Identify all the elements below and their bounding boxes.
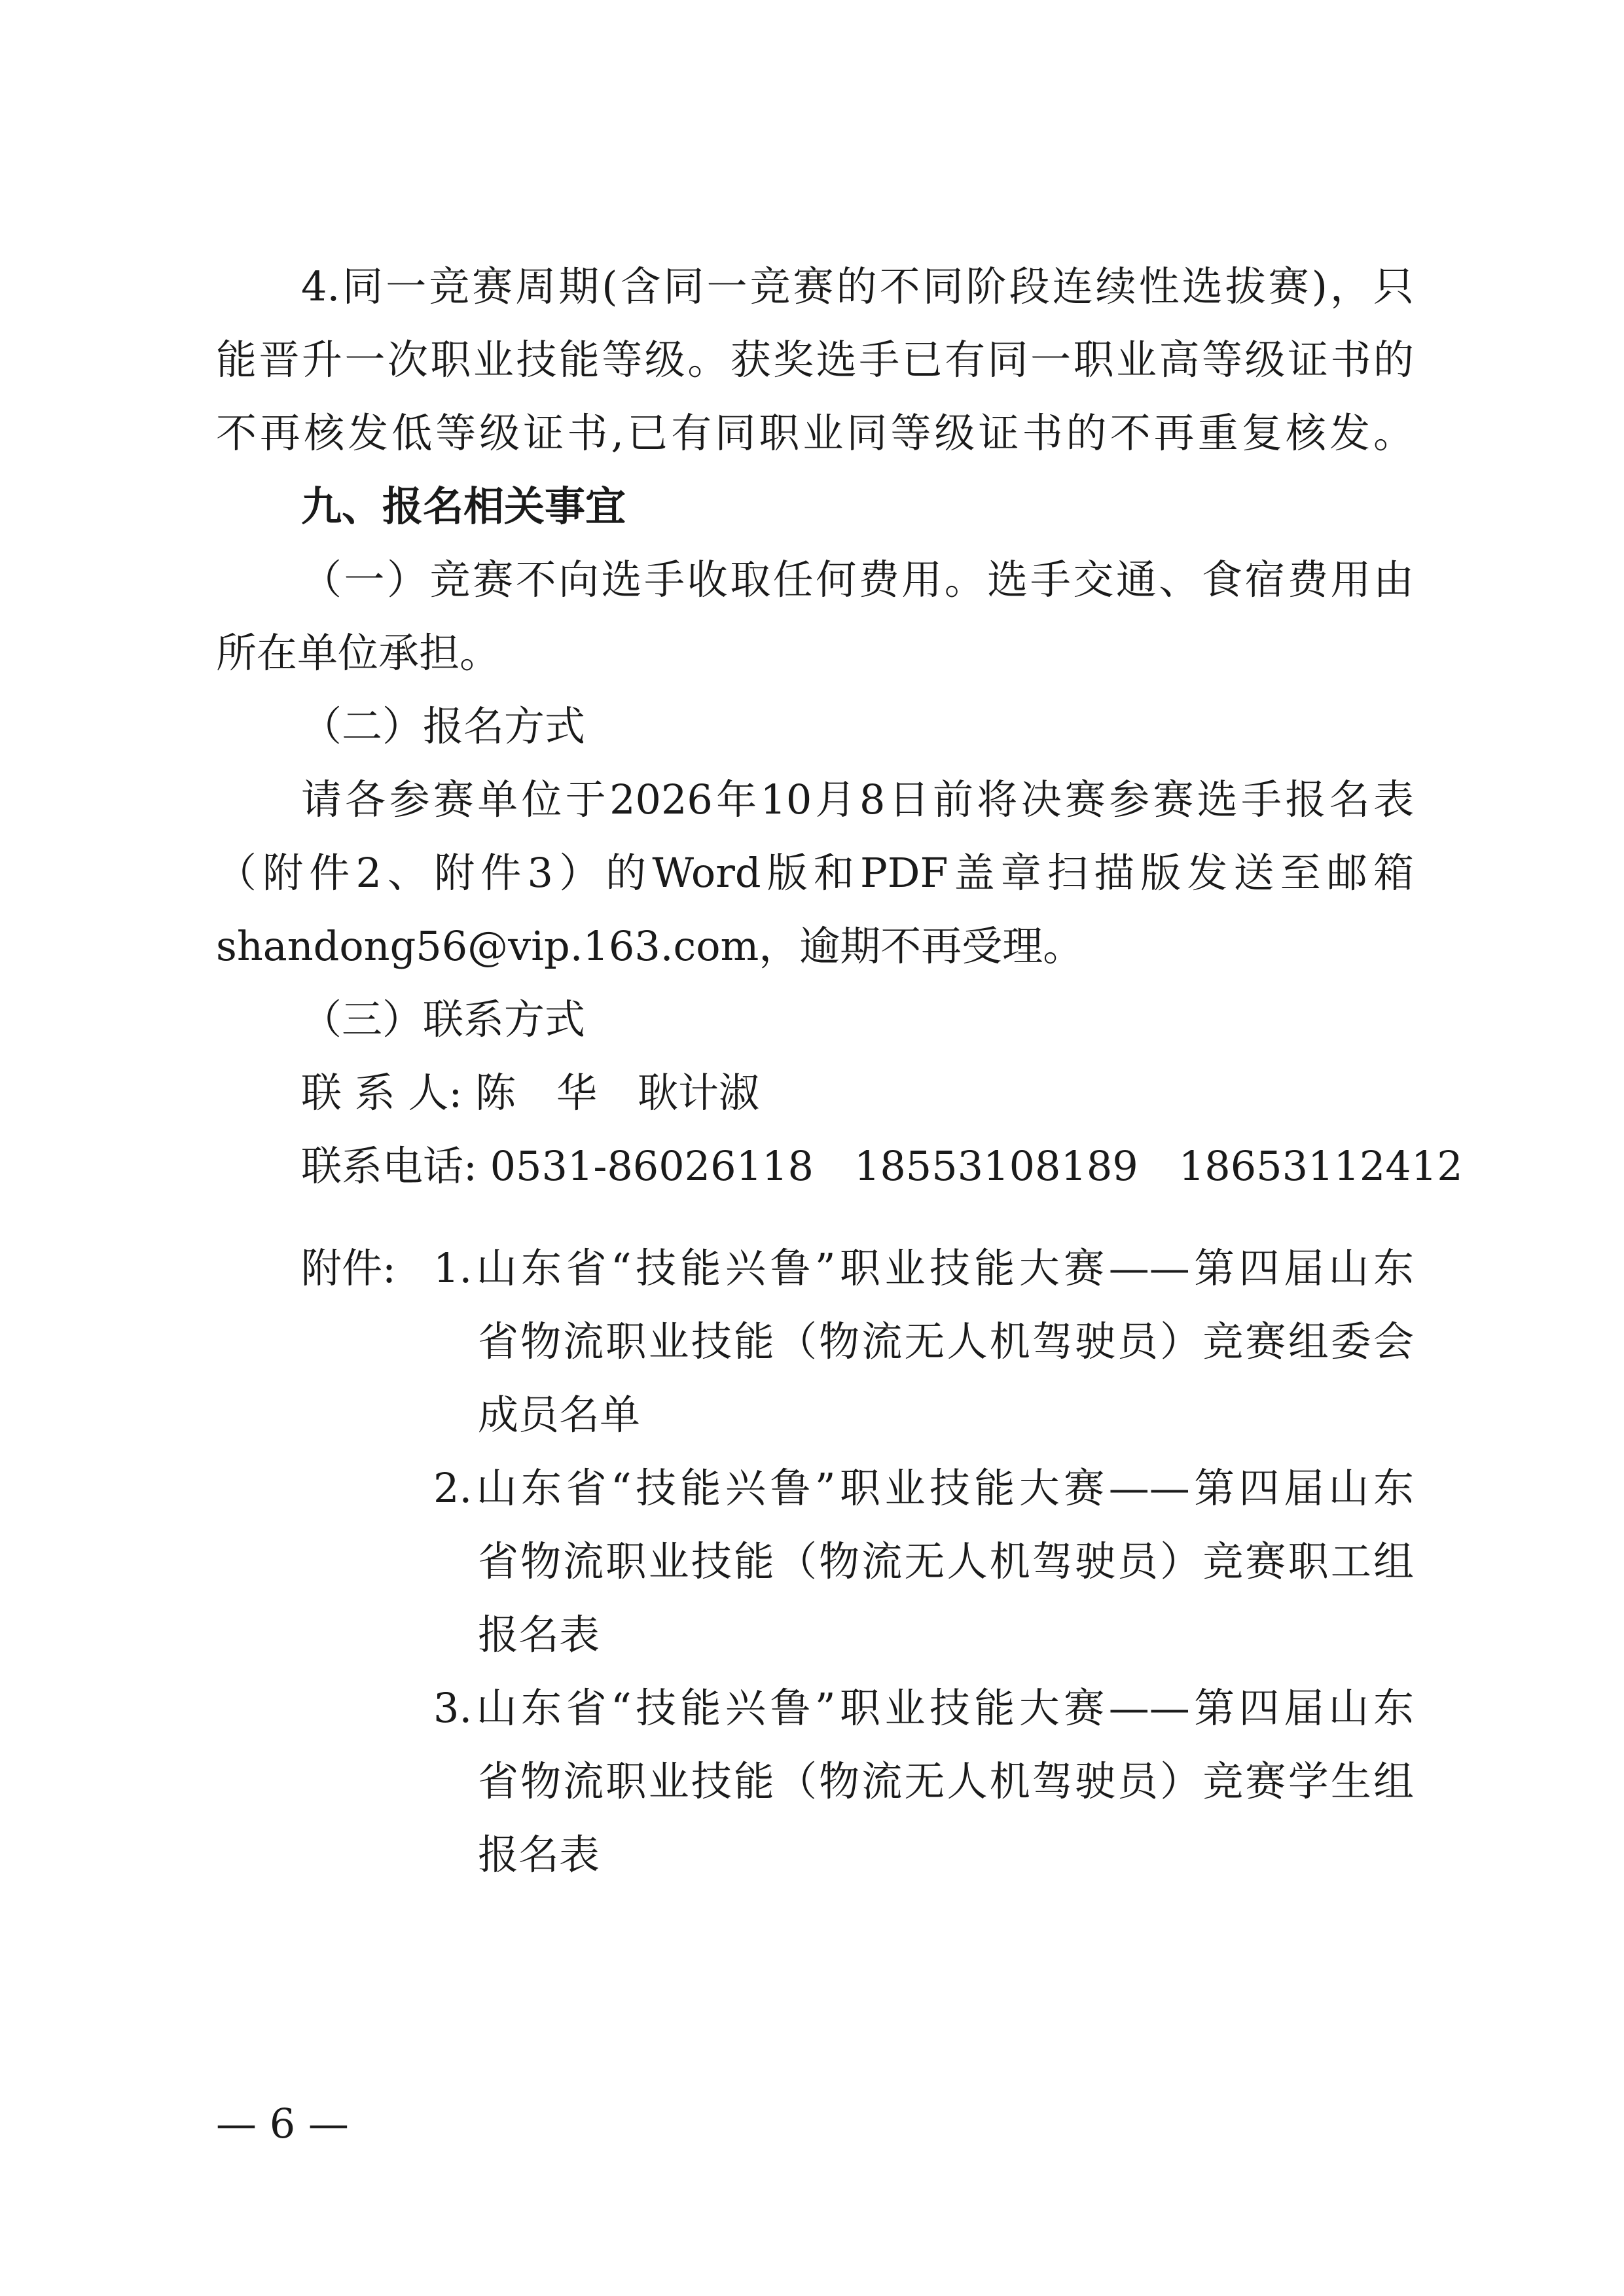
section9-heading: 九、报名相关事宜 xyxy=(301,482,626,530)
phones-line: 联系电话: 0531-86026118 18553108189 18653112412 xyxy=(301,1142,1463,1190)
contacts-line: 联 系 人: 陈 华 耿计淑 xyxy=(301,1069,760,1117)
attachments-label: 附件: xyxy=(301,1244,396,1292)
attachment-1-line2: 省物流职业技能（物流无人机驾驶员）竞赛组委会 xyxy=(478,1318,1414,1365)
item2-line2: （附件2、附件3）的Word版和PDF盖章扫描版发送至邮箱 xyxy=(216,849,1414,897)
attachment-3-line3: 报名表 xyxy=(478,1831,600,1878)
item2-line3: shandong56@vip.163.com，逾期不再受理。 xyxy=(216,922,1084,970)
item1-line2: 所在单位承担。 xyxy=(216,629,501,677)
para4-line3: 不再核发低等级证书,已有同职业同等级证书的不再重复核发。 xyxy=(216,409,1414,457)
attachment-2-line2: 省物流职业技能（物流无人机驾驶员）竞赛职工组 xyxy=(478,1537,1414,1585)
attachment-1-line1: 1.山东省“技能兴鲁”职业技能大赛——第四届山东 xyxy=(433,1244,1414,1292)
page-number: — 6 — xyxy=(216,2100,349,2147)
item2-heading: （二）报名方式 xyxy=(301,702,586,750)
attachment-3-line2: 省物流职业技能（物流无人机驾驶员）竞赛学生组 xyxy=(478,1757,1414,1805)
attachment-2-line3: 报名表 xyxy=(478,1611,600,1659)
item1-line1: （一）竞赛不向选手收取任何费用。选手交通、食宿费用由 xyxy=(301,556,1414,603)
item2-line1: 请各参赛单位于2026年10月8日前将决赛参赛选手报名表 xyxy=(301,776,1414,823)
attachment-3-line1: 3.山东省“技能兴鲁”职业技能大赛——第四届山东 xyxy=(433,1684,1414,1732)
attachment-1-line3: 成员名单 xyxy=(478,1391,641,1439)
item3-heading: （三）联系方式 xyxy=(301,996,586,1043)
attachment-2-line1: 2.山东省“技能兴鲁”职业技能大赛——第四届山东 xyxy=(433,1464,1414,1512)
para4-line1: 4.同一竞赛周期(含同一竞赛的不同阶段连续性选拔赛)，只 xyxy=(301,262,1414,310)
para4-line2: 能晋升一次职业技能等级。获奖选手已有同一职业高等级证书的 xyxy=(216,336,1414,384)
